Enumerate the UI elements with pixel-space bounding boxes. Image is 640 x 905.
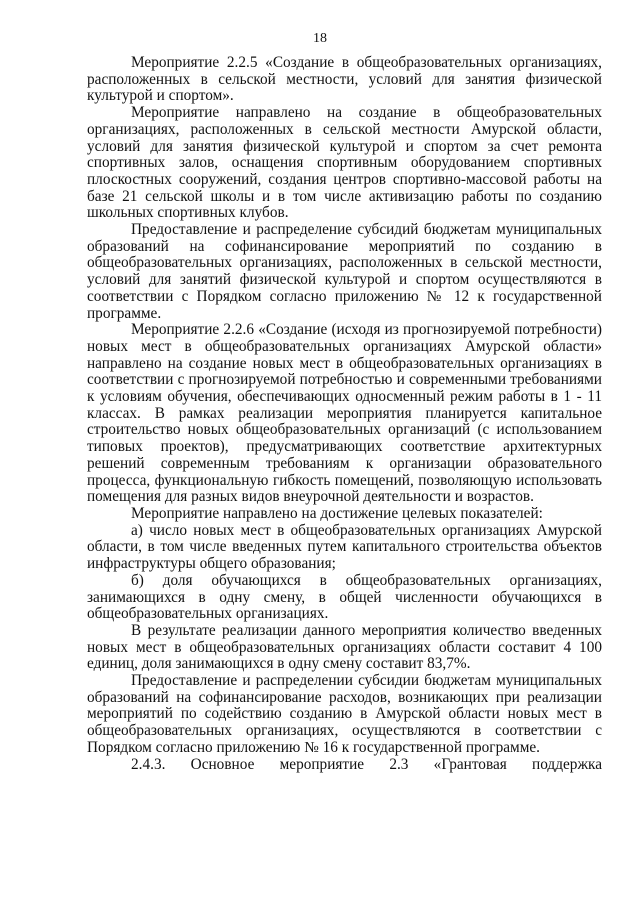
paragraph-indicator-a: а) число новых мест в общеобразовательных организациях Амурской области, в том числе введенных путем капитального строительства объектов инфраструктуры общего образования; [87,521,602,573]
paragraph-subsidy-distribution-new-places: Предоставление и распределении субсидии бюджетам муниципальных образований на софинансирование расходов, возникающих при реализации мероприятий по содействию созданию в Амурской области новых мест в общеобразовательных организациях, осуществляются в соответствии с Порядком согласно приложению № 16 к государственной программе. [87,672,602,756]
paragraph-subsidy-distribution-sport: Предоставление и распределение субсидий бюджетам муниципальных образований на софинансирование мероприятий по созданию в общеобразовательных организациях, расположенных в сельской местности, условий для занятий физической культурой и спортом осуществляются в соответствии с Порядком согласно приложению № 12 к государственной программе. [87,221,602,322]
paragraph-measure-2-2-5-title: Мероприятие 2.2.5 «Создание в общеобразовательных организациях, расположенных в сельской местности, условий для занятия физической культурой и спортом». [87,54,602,105]
paragraph-measure-2-2-5-description: Мероприятие направлено на создание в общеобразовательных организациях, расположенных в сельской местности Амурской области, условий для занятия физической культурой и спортом за счет ремонта спортивных залов, оснащения спортивным оборудованием спортивных плоскостных сооружений, создания центров спортивно-массовой работы на базе 21 сельской школы и в том числе активизацию работы по созданию школьных спортивных клубов. [87,104,602,222]
paragraph-indicator-b: б) доля обучающихся в общеобразовательных организациях, занимающихся в одну смену, в общей численности обучающихся в общеобразовательных организациях. [87,571,602,623]
paragraph-target-indicators-intro: Мероприятие направлено на достижение целевых показателей: [131,504,543,522]
document-body [87,55,602,773]
paragraph-section-2-4-3-heading: 2.4.3. Основное мероприятие 2.3 «Грантовая поддержка [131,755,602,773]
paragraph-expected-results: В результате реализации данного мероприятия количество введенных новых мест в общеобразовательных организациях области составит 4 100 единиц, доля занимающихся в одну смену составит 83,7%. [87,621,602,673]
paragraph-measure-2-2-6: Мероприятие 2.2.6 «Создание (исходя из прогнозируемой потребности) новых мест в общеобразовательных организациях Амурской области» направлено на создание новых мест в общеобразовательных организациях в соответствии с прогнозируемой потребностью и современными требованиями к условиям обучения, обеспечивающих односменный режим работы в 1 - 11 классах. В рамках реализации мероприятия планируется капитальное строительство новых общеобразовательных организаций (с использованием типовых проектов), предусматривающих соответствие архитектурных решений современным требованиям к организации образовательного процесса, функциональную гибкость помещений, позволяющую использовать помещения для разных видов внеурочной деятельности и возрастов. [87,321,602,506]
page-number: 18 [313,31,327,46]
